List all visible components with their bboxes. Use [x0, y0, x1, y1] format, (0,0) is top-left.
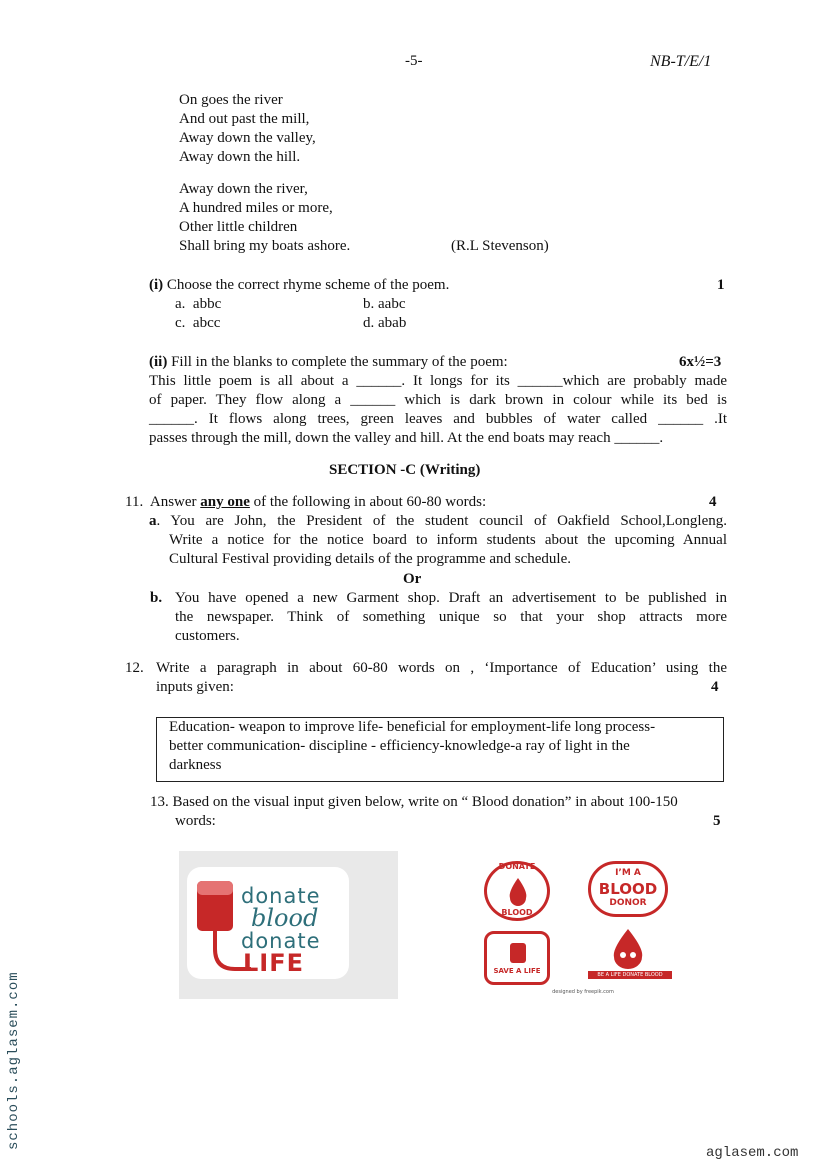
summary-line: ______. It flows along trees, green leaves and bubbles of water called ______ .It: [149, 411, 727, 427]
badge-text: BLOOD: [501, 908, 533, 917]
question-13-line: words:: [175, 813, 216, 829]
poem-line: On goes the river: [179, 92, 283, 108]
summary-line: of paper. They flow along a ______ which is dark brown in colour while its bed is: [149, 392, 727, 408]
poem-author: (R.L Stevenson): [451, 238, 549, 254]
question-11-a-line: Cultural Festival providing details of the programme and schedule.: [169, 551, 571, 567]
question-11-a-line: a. You are John, the President of the student council of Oakfield School,Longleng.: [149, 513, 727, 529]
summary-line: passes through the mill, down the valley and hill. At the end boats may reach ______.: [149, 430, 664, 446]
image-text-donate: donate: [241, 884, 321, 908]
option-a: a. abbc: [175, 296, 222, 312]
donate-blood-badge: [484, 861, 550, 921]
question-ii-marks: 6x½=3: [679, 354, 722, 370]
option-c: c. abcc: [175, 315, 221, 331]
paper-code: NB-T/E/1: [650, 53, 712, 70]
poem-line: Shall bring my boats ashore.: [179, 238, 351, 254]
question-11-b-line: the newspaper. Think of something unique so that your shop attracts more: [175, 609, 727, 625]
option-d: d. abab: [363, 315, 407, 331]
poem-line: Away down the valley,: [179, 130, 316, 146]
badge-text: DONOR: [609, 898, 647, 908]
or-separator: Or: [403, 571, 422, 587]
question-11-marks: 4: [709, 494, 717, 510]
image-text-life: LIFE: [243, 949, 305, 977]
badge-text: BLOOD: [598, 880, 658, 898]
inputs-box: [156, 717, 724, 782]
question-ii: (ii) Fill in the blanks to complete the summary of the poem:: [149, 354, 508, 370]
image-text-donate-2: donate: [241, 929, 321, 953]
image-text-blood: blood: [251, 904, 319, 932]
question-11-b-key: b.: [150, 590, 163, 606]
question-13-marks: 5: [713, 813, 721, 829]
question-11: 11. Answer any one of the following in about 60-80 words:: [125, 494, 487, 510]
blood-bag-icon: [509, 942, 527, 964]
donate-blood-image: [179, 851, 398, 999]
inputs-line: darkness: [169, 757, 222, 773]
badge-text: BE A LIFE DONATE BLOOD: [588, 971, 672, 979]
blood-donor-badge: [588, 861, 668, 917]
badge-text: SAVE A LIFE: [493, 967, 541, 975]
blood-drop-mascot-icon: [612, 929, 644, 969]
save-a-life-badge: [484, 931, 550, 985]
poem-line: A hundred miles or more,: [179, 200, 333, 216]
poem-line: Other little children: [179, 219, 298, 235]
footer-watermark: aglasem.com: [706, 1145, 799, 1161]
question-12-line: Write a paragraph in about 60-80 words on , ‘Importance of Education’ using the: [156, 660, 727, 676]
question-11-a-line: Write a notice for the notice board to inform students about the upcoming Annual: [169, 532, 727, 548]
blood-drop-icon: [508, 878, 528, 906]
badge-text: DONATE: [498, 862, 536, 871]
side-watermark: schools.aglasem.com: [6, 971, 22, 1150]
question-i-marks: 1: [717, 277, 725, 293]
question-i: (i) Choose the correct rhyme scheme of the poem.: [149, 277, 450, 293]
badge-text: I’M A: [615, 868, 641, 878]
section-c-title: SECTION -C (Writing): [329, 462, 481, 478]
poem-line: Away down the hill.: [179, 149, 301, 165]
summary-line: This little poem is all about a ______. It longs for its ______which are probably made: [149, 373, 727, 389]
question-11-b-line: You have opened a new Garment shop. Draft an advertisement to be published in: [175, 590, 727, 606]
question-12-line: inputs given:: [156, 679, 234, 695]
page-number: -5-: [405, 53, 423, 69]
poem-line: Away down the river,: [179, 181, 308, 197]
be-a-life-badge: [588, 929, 672, 985]
question-11-b-line: customers.: [175, 628, 240, 644]
image-credit: designed by freepik.com: [552, 989, 614, 995]
poem-line: And out past the mill,: [179, 111, 310, 127]
inputs-line: better communication- discipline - efficiency-knowledge-a ray of light in the: [169, 738, 630, 754]
question-12-marks: 4: [711, 679, 719, 695]
inputs-line: Education- weapon to improve life- beneficial for employment-life long process-: [169, 719, 656, 735]
question-12-number: 12.: [125, 660, 144, 676]
question-13-line: 13. Based on the visual input given below, write on “ Blood donation” in about 100-150: [150, 794, 678, 810]
option-b: b. aabc: [363, 296, 406, 312]
blood-donation-badges-image: [478, 853, 682, 998]
